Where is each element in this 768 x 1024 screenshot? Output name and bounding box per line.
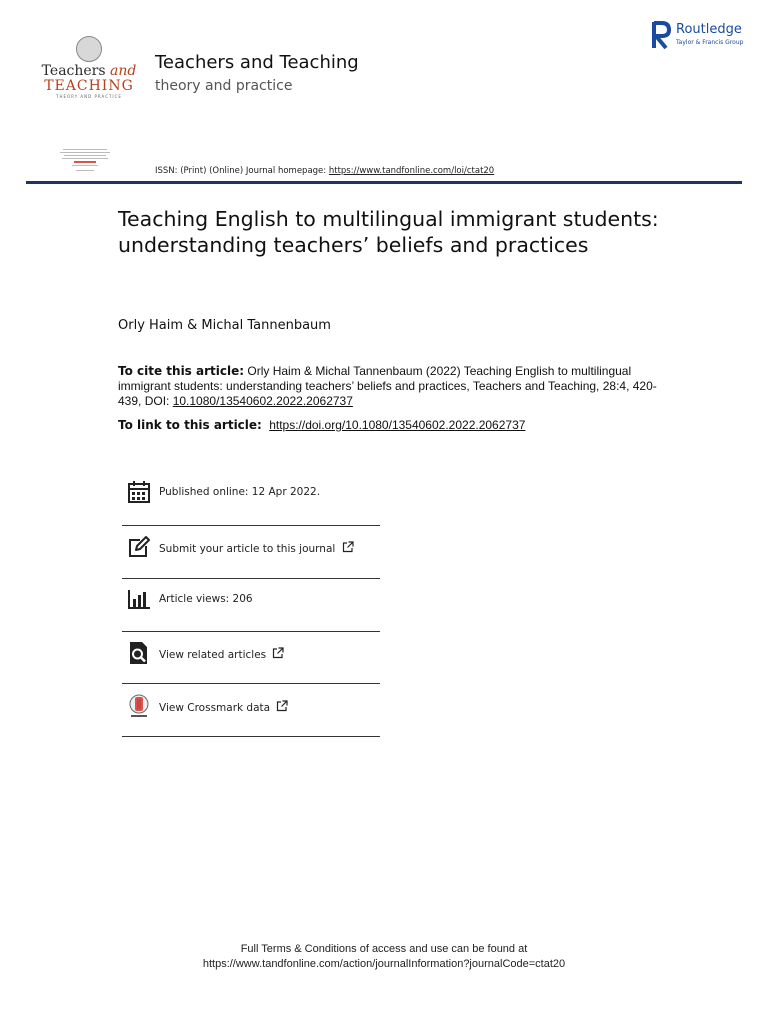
routledge-group: Taylor & Francis Group (676, 39, 744, 46)
crossmark-icon (127, 694, 151, 718)
small-cover-thumbnail (58, 147, 112, 177)
cite-text: Orly Haim & Michal Tannenbaum (2022) Teaching English to multilingual immigrant students: understanding teachers’ beliefs and practices, Teachers and Teaching, 28:4, 420-439, DOI: (118, 364, 657, 408)
cover-title-and: and (110, 63, 137, 79)
external-link-icon (272, 647, 284, 659)
external-link-icon (342, 541, 354, 553)
cover-title-line1: Teachers (41, 63, 106, 79)
routledge-name: Routledge (676, 22, 742, 37)
journal-title: Teachers and Teaching (155, 52, 359, 73)
routledge-r-icon (652, 20, 672, 50)
journal-subtitle: theory and practice (155, 78, 293, 94)
routledge-logo (652, 20, 752, 52)
link-label: To link to this article: (118, 418, 262, 432)
related-articles-text: View related articles (159, 649, 267, 661)
published-online-item (122, 470, 380, 514)
related-articles-item[interactable] (122, 631, 380, 675)
article-url-link[interactable]: https://doi.org/10.1080/13540602.2022.2062737 (269, 418, 526, 432)
crossmark-text: View Crossmark data (159, 702, 271, 714)
meta-divider (122, 736, 380, 737)
submit-article-text: Submit your article to this journal (159, 543, 336, 555)
cover-title-line3: THEORY AND PRACTICE (56, 94, 122, 99)
cover-title-line2: TEACHING (44, 78, 134, 94)
search-document-icon (127, 641, 151, 665)
header-divider (26, 181, 742, 184)
submit-article-item[interactable] (122, 525, 380, 569)
footer-terms-text: Full Terms & Conditions of access and use can be found at (240, 943, 528, 955)
journal-cover-logo (34, 28, 144, 108)
article-views-text: Article views: 206 (159, 593, 253, 605)
calendar-icon (127, 480, 151, 504)
article-views-item (122, 577, 380, 621)
issn-line (155, 166, 494, 176)
edit-icon (127, 535, 151, 559)
doi-link[interactable]: 10.1080/13540602.2022.2062737 (172, 394, 353, 408)
cover-tiny-text (34, 28, 144, 32)
article-link-line (118, 418, 525, 432)
journal-homepage-link[interactable]: https://www.tandfonline.com/loi/ctat20 (328, 166, 495, 176)
issn-text: ISSN: (Print) (Online) Journal homepage: (155, 166, 327, 176)
cite-label: To cite this article: (118, 364, 245, 378)
bar-chart-icon (127, 587, 151, 611)
footer (134, 942, 634, 972)
crossmark-item[interactable] (122, 684, 380, 728)
article-title: Teaching English to multilingual immigrant students: understanding teachers’ beliefs and practices (118, 207, 659, 257)
footer-terms-url[interactable]: https://www.tandfonline.com/action/journalInformation?journalCode=ctat20 (202, 958, 566, 970)
external-link-icon (276, 700, 288, 712)
article-authors: Orly Haim & Michal Tannenbaum (118, 318, 331, 333)
citation-block (118, 364, 658, 409)
cover-seal-icon (76, 36, 102, 62)
published-online-text: Published online: 12 Apr 2022. (159, 486, 321, 498)
